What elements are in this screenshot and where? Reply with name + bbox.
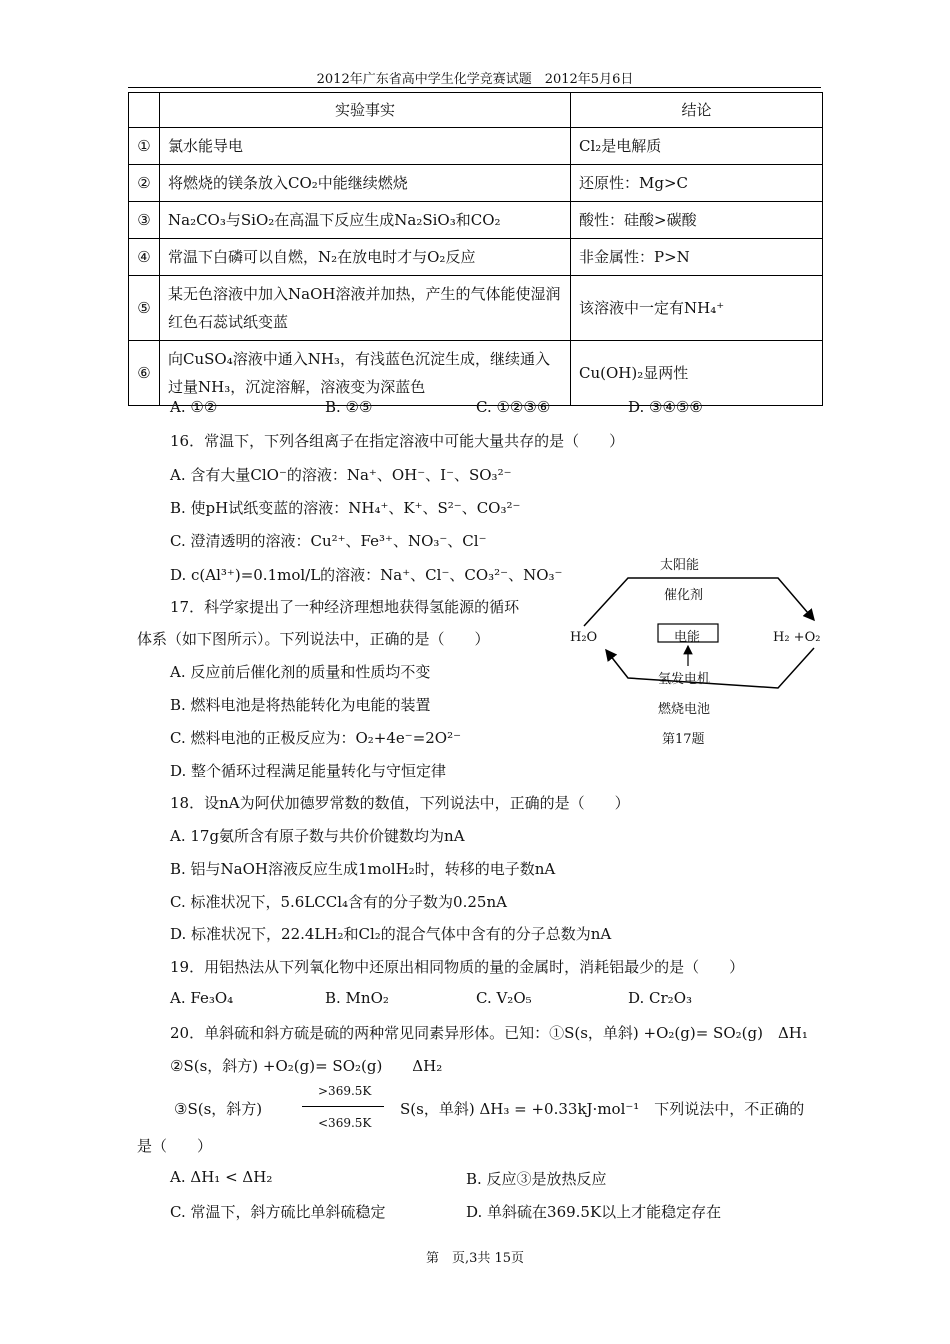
q16-option-d: D. c(Al³⁺)=0.1mol/L的溶液：Na⁺、Cl⁻、CO₃²⁻、NO₃⁻ [170, 566, 563, 584]
q19-option-b: B. MnO₂ [325, 989, 389, 1007]
q17-option-c: C. 燃料电池的正极反应为：O₂+4e⁻=2O²⁻ [170, 729, 462, 747]
q20-line3-end: S(s，单斜) ΔH₃ = +0.33kJ·mol⁻¹ 下列说法中，不正确的 [400, 1100, 805, 1118]
diagram-electric-label: 电能 [674, 630, 701, 645]
diagram-h2-o2-label: H₂ +O₂ [773, 630, 821, 645]
row-conclusion: 酸性：硅酸>碳酸 [571, 202, 823, 239]
q18-option-c: C. 标准状况下，5.6LCCl₄含有的分子数为0.25nA [170, 893, 507, 911]
diagram-caption: 第17题 [662, 732, 705, 747]
diagram-fuelcell-label: 燃烧电池 [658, 702, 711, 717]
q20-line3-start: ③S(s，斜方) [174, 1100, 263, 1118]
q16-option-b: B. 使pH试纸变蓝的溶液：NH₄⁺、K⁺、S²⁻、CO₃²⁻ [170, 499, 521, 517]
q20-line1: 20．单斜硫和斜方硫是硫的两种常见同素异形体。已知：①S(s，单斜) +O₂(g)= SO₂(g) ΔH₁ [170, 1024, 808, 1042]
q19-option-d: D. Cr₂O₃ [628, 989, 692, 1007]
q16-option-a: A. 含有大量ClO⁻的溶液：Na⁺、OH⁻、I⁻、SO₃²⁻ [170, 466, 512, 484]
table-header-conclusion: 结论 [571, 93, 823, 128]
diagram-solar-label: 太阳能 [660, 558, 700, 573]
q17-option-a: A. 反应前后催化剂的质量和性质均不变 [170, 663, 431, 681]
q17-option-d: D. 整个循环过程满足能量转化与守恒定律 [170, 762, 447, 780]
q18-option-a: A. 17g氨所含有原子数与共价价键数均为nA [170, 827, 465, 845]
table-row [129, 202, 823, 239]
row-fact: 向CuSO₄溶液中通入NH₃，有浅蓝色沉淀生成，继续通入过量NH₃，沉淀溶解，溶液变为深蓝色 [160, 341, 571, 406]
q17-stem-line1: 17．科学家提出了一种经济理想地获得氢能源的循环 [170, 598, 520, 616]
q19-stem: 19．用铝热法从下列氧化物中还原出相同物质的量的金属时，消耗铝最少的是（ ） [170, 958, 745, 976]
q17-stem-line2: 体系（如下图所示）。下列说法中，正确的是（ ） [137, 630, 490, 648]
row-conclusion: 还原性：Mg>C [571, 165, 823, 202]
row-number: ① [129, 128, 160, 165]
q15-option-c: C. ①②③⑥ [476, 398, 551, 416]
row-fact: 某无色溶液中加入NaOH溶液并加热，产生的气体能使湿润红色石蕊试纸变蓝 [160, 276, 571, 341]
q19-option-a: A. Fe₃O₄ [170, 989, 234, 1007]
row-number: ③ [129, 202, 160, 239]
page-header: 2012年广东省高中学生化学竞赛试题 2012年5月6日 [316, 72, 634, 87]
table-row [129, 276, 823, 341]
cycle-arrows [566, 548, 826, 758]
q20-option-c: C. 常温下，斜方硫比单斜硫稳定 [170, 1203, 386, 1221]
row-fact: Na₂CO₃与SiO₂在高温下反应生成Na₂SiO₃和CO₂ [160, 202, 571, 239]
table-row [129, 165, 823, 202]
q18-option-b: B. 铝与NaOH溶液反应生成1molH₂时，转移的电子数nA [170, 860, 556, 878]
page-footer: 第 页,3共 15页 [425, 1251, 525, 1266]
q16-option-c: C. 澄清透明的溶液：Cu²⁺、Fe³⁺、NO₃⁻、Cl⁻ [170, 532, 487, 550]
q20-line2: ②S(s，斜方) +O₂(g)= SO₂(g) ΔH₂ [170, 1057, 443, 1075]
hydrogen-cycle-diagram [566, 548, 826, 758]
q20-option-b: B. 反应③是放热反应 [466, 1170, 607, 1188]
q20-line4: 是（ ） [137, 1137, 213, 1155]
table-header-blank [129, 93, 160, 128]
diagram-water-label: H₂O [570, 630, 598, 645]
q19-option-c: C. V₂O₅ [476, 989, 532, 1007]
q20-equilibrium-arrow [302, 1106, 384, 1107]
row-number: ⑤ [129, 276, 160, 341]
q15-option-a: A. ①② [170, 398, 218, 416]
q18-option-d: D. 标准状况下，22.4LH₂和Cl₂的混合气体中含有的分子总数为nA [170, 925, 612, 943]
q15-option-d: D. ③④⑤⑥ [628, 398, 703, 416]
header-rule [128, 87, 821, 88]
q20-condition-up: >369.5K [318, 1084, 372, 1098]
table-header-fact: 实验事实 [160, 93, 571, 128]
row-conclusion: 该溶液中一定有NH₄⁺ [571, 276, 823, 341]
diagram-generator-label: 氢发电机 [658, 672, 711, 687]
row-number: ⑥ [129, 341, 160, 406]
row-number: ④ [129, 239, 160, 276]
row-fact: 常温下白磷可以自燃，N₂在放电时才与O₂反应 [160, 239, 571, 276]
q18-stem: 18．设nA为阿伏加德罗常数的数值，下列说法中，正确的是（ ） [170, 794, 630, 812]
diagram-catalyst-label: 催化剂 [664, 588, 704, 603]
table-row [129, 239, 823, 276]
row-number: ② [129, 165, 160, 202]
q20-option-d: D. 单斜硫在369.5K以上才能稳定存在 [466, 1203, 722, 1221]
row-conclusion: Cl₂是电解质 [571, 128, 823, 165]
q16-stem: 16．常温下，下列各组离子在指定溶液中可能大量共存的是（ ） [170, 432, 625, 450]
experiment-table [128, 92, 823, 406]
table-row [129, 341, 823, 406]
table-header-row [129, 93, 823, 128]
table-row [129, 128, 823, 165]
q20-option-a: A. ΔH₁ < ΔH₂ [170, 1168, 273, 1186]
q17-option-b: B. 燃料电池是将热能转化为电能的装置 [170, 696, 431, 714]
row-conclusion: 非金属性：P>N [571, 239, 823, 276]
row-fact: 氯水能导电 [160, 128, 571, 165]
q15-option-b: B. ②⑤ [325, 398, 373, 416]
row-conclusion: Cu(OH)₂显两性 [571, 341, 823, 406]
q20-condition-down: <369.5K [318, 1116, 372, 1130]
row-fact: 将燃烧的镁条放入CO₂中能继续燃烧 [160, 165, 571, 202]
